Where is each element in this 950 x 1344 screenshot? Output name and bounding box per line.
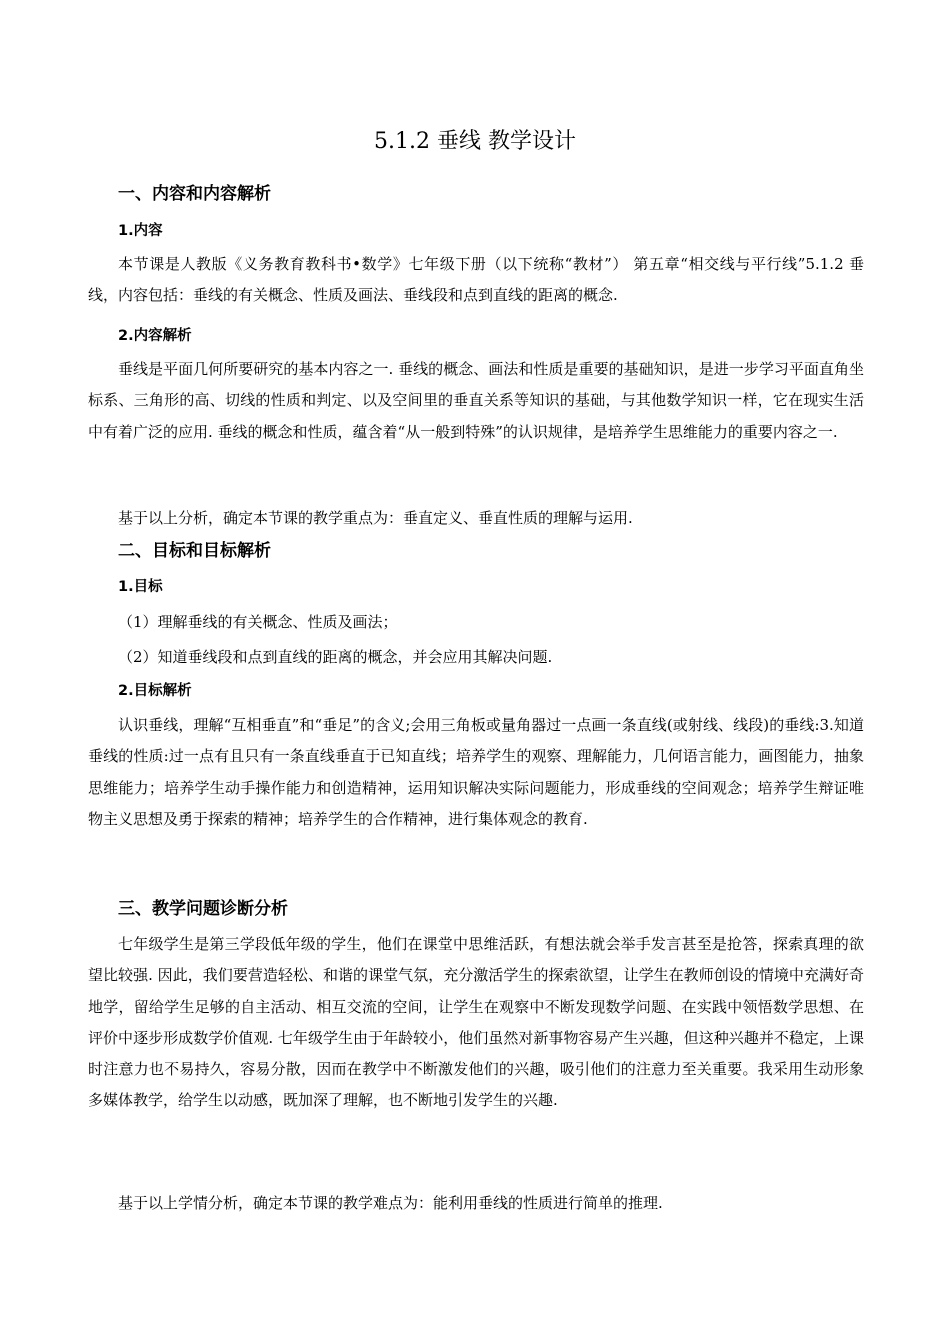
section-2-heading: 二、目标和目标解析	[118, 541, 271, 561]
section-2-sub-2: 2.目标解析	[118, 683, 192, 699]
section-2-paragraph-1: 认识垂线，理解“互相垂直”和“垂足”的含义;会用三角板或量角器过一点画一条直线(或射线、线段)的垂线:3.知道垂线的性质:过一点有且只有一条直线垂直于已知直线；培养学生的观察、理解能力，几何语言能力，画图能力，抽象思维能力；培养学生动手操作能力和创造精神，运用知识解决实际问题能力，形成垂线的空间观念；培养学生辩证唯物主义思想及勇于探索的精神；培养学生的合作精神，进行集体观念的教育.	[88, 716, 864, 828]
section-1-paragraph-3: 基于以上分析，确定本节课的教学重点为：垂直定义、垂直性质的理解与运用.	[118, 509, 633, 527]
section-2-goal-1: （1）理解垂线的有关概念、性质及画法；	[118, 613, 398, 631]
section-1-paragraph-1: 本节课是人教版《义务教育教科书•数学》七年级下册（以下统称“教材”） 第五章“相交线与平行线”5.1.2 垂线，内容包括：垂线的有关概念、性质及画法、垂线段和点到直线的距离的概念.	[88, 255, 864, 305]
section-1-heading: 一、内容和内容解析	[118, 184, 271, 204]
section-3-paragraph-1: 七年级学生是第三学段低年级的学生，他们在课堂中思维活跃，有想法就会举手发言甚至是抢答，探索真理的欲望比较强. 因此，我们要营造轻松、和谐的课堂气氛，充分激活学生的探索欲望，让学生在教师创设的情境中充满好奇地学，留给学生足够的自主活动、相互交流的空间，让学生在观察中不断发现数学问题、在实践中领悟数学思想、在评价中逐步形成数学价值观. 七年级学生由于年龄较小，他们虽然对新事物容易产生兴趣，但这种兴趣并不稳定，上课时注意力也不易持久，容易分散，因而在教学中不断激发他们的兴趣，吸引他们的注意力至关重要。我采用生动形象多媒体教学，给学生以动感，既加深了理解，也不断地引发学生的兴趣.	[88, 935, 864, 1110]
page-title: 5.1.2 垂线 教学设计	[374, 129, 576, 154]
section-1-sub-2: 2.内容解析	[118, 328, 192, 344]
section-2-sub-1: 1.目标	[118, 579, 163, 595]
section-1-paragraph-2: 垂线是平面几何所要研究的基本内容之一. 垂线的概念、画法和性质是重要的基础知识，是进一步学习平面直角坐标系、三角形的高、切线的性质和判定、以及空间里的垂直关系等知识的基础，与其他数学知识一样，它在现实生活中有着广泛的应用. 垂线的概念和性质，蕴含着“从一般到特殊”的认识规律，是培养学生思维能力的重要内容之一.	[88, 360, 864, 441]
section-3-paragraph-2: 基于以上学情分析，确定本节课的教学难点为：能利用垂线的性质进行简单的推理.	[118, 1194, 663, 1212]
section-2-goal-2: （2）知道垂线段和点到直线的距离的概念，并会应用其解决问题.	[118, 648, 553, 666]
section-3-heading: 三、教学问题诊断分析	[118, 899, 288, 919]
section-1-sub-1: 1.内容	[118, 223, 163, 239]
